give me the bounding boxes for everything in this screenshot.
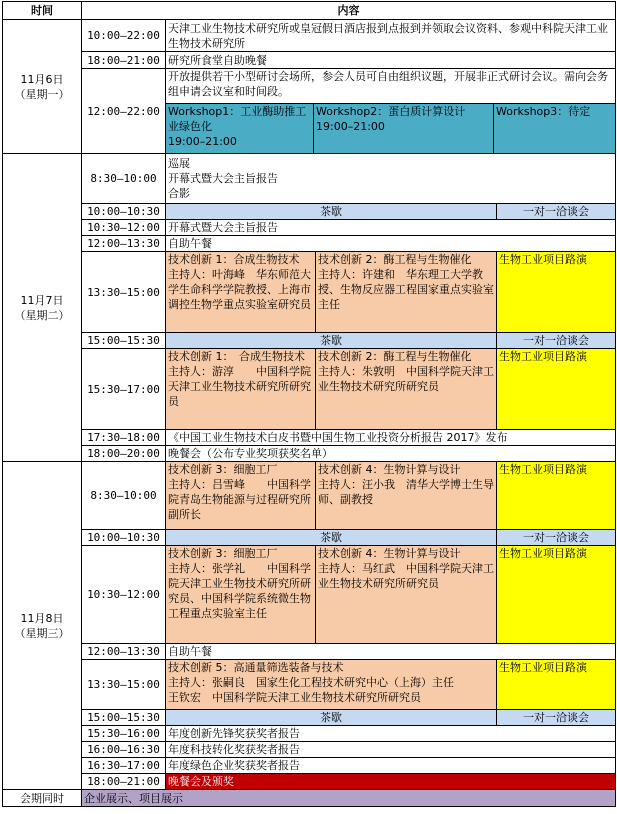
session-cell: 技术创新 3：细胞工厂 主持人：张学礼 中国科学院天津工业生物技术研究所研究员、中国科学院系统微生物工程重点实验室主任 bbox=[166, 546, 316, 644]
table-row bbox=[3, 204, 616, 220]
day-weekday: （星期二） bbox=[14, 308, 70, 322]
content-cell: 自助午餐 bbox=[166, 644, 616, 660]
table-row bbox=[3, 52, 616, 69]
roadshow-cell: 生物工业项目路演 bbox=[497, 349, 616, 430]
content-cell bbox=[166, 154, 616, 204]
workshop-1-title: Workshop1：工业酶助推工业绿色化 bbox=[168, 105, 307, 133]
day-weekday: （星期一） bbox=[14, 87, 70, 101]
table-row bbox=[3, 252, 616, 333]
workshop-1 bbox=[166, 104, 314, 153]
time-cell: 10:00–22:00 bbox=[82, 20, 166, 52]
table-row bbox=[3, 644, 616, 660]
time-cell: 12:00–13:30 bbox=[82, 236, 166, 252]
time-cell: 8:30–10:00 bbox=[82, 154, 166, 204]
tea-break: 茶歇 bbox=[166, 530, 497, 546]
table-row bbox=[3, 446, 616, 462]
session-cell: 技术创新 4：生物计算与设计 主持人：汪小我 清华大学博士生导师、副教授 bbox=[316, 462, 497, 530]
line-photo: 合影 bbox=[168, 187, 190, 200]
table-row bbox=[3, 430, 616, 446]
day-cell bbox=[3, 462, 82, 790]
day-date: 11月6日 bbox=[20, 72, 64, 86]
day-weekday: （星期三） bbox=[14, 626, 70, 640]
time-cell: 15:00–15:30 bbox=[82, 333, 166, 349]
time-cell: 18:00–21:00 bbox=[82, 52, 166, 69]
footer-row bbox=[3, 790, 616, 807]
time-cell: 16:30–17:00 bbox=[82, 758, 166, 774]
roadshow-cell: 生物工业项目路演 bbox=[497, 462, 616, 530]
table-row bbox=[3, 742, 616, 758]
table-row bbox=[3, 220, 616, 236]
workshop-2-title: Workshop2：蛋白质计算设计 bbox=[316, 105, 466, 118]
time-cell: 13:30–15:00 bbox=[82, 660, 166, 710]
matchmaking: 一对一洽谈会 bbox=[497, 333, 616, 349]
header-row bbox=[3, 2, 616, 20]
table-row bbox=[3, 236, 616, 252]
table-row bbox=[3, 774, 616, 790]
workshop-2 bbox=[314, 104, 494, 153]
content-cell: 年度绿色企业奖获奖者报告 bbox=[166, 758, 616, 774]
tea-break: 茶歇 bbox=[166, 333, 497, 349]
content-cell: 《中国工业生物技术白皮书暨中国生物工业投资分析报告 2017》发布 bbox=[166, 430, 616, 446]
roadshow-cell: 生物工业项目路演 bbox=[497, 546, 616, 644]
day-date: 11月7日 bbox=[20, 293, 64, 307]
session-cell: 技术创新 2：酶工程与生物催化 主持人：朱敦明 中国科学院天津工业生物技术研究所研究员 bbox=[316, 349, 497, 430]
header-content: 内容 bbox=[82, 2, 616, 20]
time-cell: 12:00–22:00 bbox=[82, 69, 166, 154]
workshop-1-time: 19:00–21:00 bbox=[168, 135, 237, 148]
roadshow-cell: 生物工业项目路演 bbox=[497, 660, 616, 710]
tea-break: 茶歇 bbox=[166, 710, 497, 726]
session-cell: 技术创新 3：细胞工厂 主持人：吕雪峰 中国科学院青岛生物能源与过程研究所副所长 bbox=[166, 462, 316, 530]
day-date: 11月8日 bbox=[20, 611, 64, 625]
matchmaking: 一对一洽谈会 bbox=[497, 204, 616, 220]
table-row bbox=[3, 462, 616, 530]
time-cell: 10:00–10:30 bbox=[82, 530, 166, 546]
award-dinner-cell: 晚餐会及颁奖 bbox=[166, 774, 616, 790]
session-cell: 技术创新 1：合成生物技术 主持人：叶海峰 华东师范大学生命科学学院教授、上海市调控生物学重点实验室研究员 bbox=[166, 252, 316, 333]
time-cell: 8:30–10:00 bbox=[82, 462, 166, 530]
matchmaking: 一对一洽谈会 bbox=[497, 530, 616, 546]
time-cell: 10:30–12:00 bbox=[82, 546, 166, 644]
footer-label: 会期同时 bbox=[3, 790, 82, 807]
content-cell: 自助午餐 bbox=[166, 236, 616, 252]
time-cell: 13:30–15:00 bbox=[82, 252, 166, 333]
time-cell: 10:00–10:30 bbox=[82, 204, 166, 220]
table-row bbox=[3, 154, 616, 204]
time-cell: 15:30–17:00 bbox=[82, 349, 166, 430]
workshop-3-title: Workshop3：待定 bbox=[496, 105, 591, 118]
table-row bbox=[3, 530, 616, 546]
table-row bbox=[3, 349, 616, 430]
table-row bbox=[3, 758, 616, 774]
table-row bbox=[3, 69, 616, 154]
time-cell: 18:00–20:00 bbox=[82, 446, 166, 462]
workshop-row bbox=[166, 104, 615, 153]
table-row bbox=[3, 726, 616, 742]
tea-break: 茶歇 bbox=[166, 204, 497, 220]
session-cell: 技术创新 1： 合成生物技术 主持人：游淳 中国科学院天津工业生物技术研究所研究员 bbox=[166, 349, 316, 430]
time-cell: 12:00–13:30 bbox=[82, 644, 166, 660]
table-row bbox=[3, 660, 616, 710]
content-cell: 研究所食堂自助晚餐 bbox=[166, 52, 616, 69]
time-cell: 15:00–15:30 bbox=[82, 710, 166, 726]
content-cell: 年度创新先锋奖获奖者报告 bbox=[166, 726, 616, 742]
time-cell: 18:00–21:00 bbox=[82, 774, 166, 790]
table-row bbox=[3, 710, 616, 726]
matchmaking: 一对一洽谈会 bbox=[497, 710, 616, 726]
roadshow-cell: 生物工业项目路演 bbox=[497, 252, 616, 333]
line-opening: 开幕式暨大会主旨报告 bbox=[168, 172, 278, 185]
session-cell: 技术创新 2：酶工程与生物催化 主持人：许建和 华东理工大学教授、生物反应器工程国家重点实验室主任 bbox=[316, 252, 497, 333]
time-cell: 17:30–18:00 bbox=[82, 430, 166, 446]
footer-content: 企业展示、项目展示 bbox=[82, 790, 616, 807]
table-row bbox=[3, 20, 616, 52]
workshop-2-time: 19:00–21:00 bbox=[316, 120, 385, 133]
day-cell bbox=[3, 154, 82, 462]
content-cell: 天津工业生物技术研究所或皇冠假日酒店报到点报到并领取会议资料、参观中科院天津工业生物技术研究所 bbox=[166, 20, 616, 52]
content-cell: 年度科技转化奖获奖者报告 bbox=[166, 742, 616, 758]
table-row bbox=[3, 546, 616, 644]
content-cell: 晚餐会（公布专业奖项获奖名单） bbox=[166, 446, 616, 462]
session-cell: 技术创新 4：生物计算与设计 主持人：马红武 中国科学院天津工业生物技术研究所研究员 bbox=[316, 546, 497, 644]
time-cell: 10:30–12:00 bbox=[82, 220, 166, 236]
open-session-note: 开放提供若干小型研讨会场所，参会人员可自由组织议题，开展非正式研讨会议。需向会务组申请会议室和时间段。 bbox=[166, 69, 615, 104]
content-cell: 开幕式暨大会主旨报告 bbox=[166, 220, 616, 236]
session-cell: 技术创新 5：高通量筛选装备与技术 主持人：张嗣良 国家生化工程技术研究中心（上海）主任 王钦宏 中国科学院天津工业生物技术研究所研究员 bbox=[166, 660, 497, 710]
day-cell bbox=[3, 20, 82, 154]
content-cell bbox=[166, 69, 616, 154]
schedule-table bbox=[2, 1, 616, 807]
time-cell: 16:00–16:30 bbox=[82, 742, 166, 758]
workshop-3 bbox=[494, 104, 615, 153]
header-time: 时间 bbox=[3, 2, 82, 20]
time-cell: 15:30–16:00 bbox=[82, 726, 166, 742]
line-tour: 巡展 bbox=[168, 157, 190, 170]
table-row bbox=[3, 333, 616, 349]
